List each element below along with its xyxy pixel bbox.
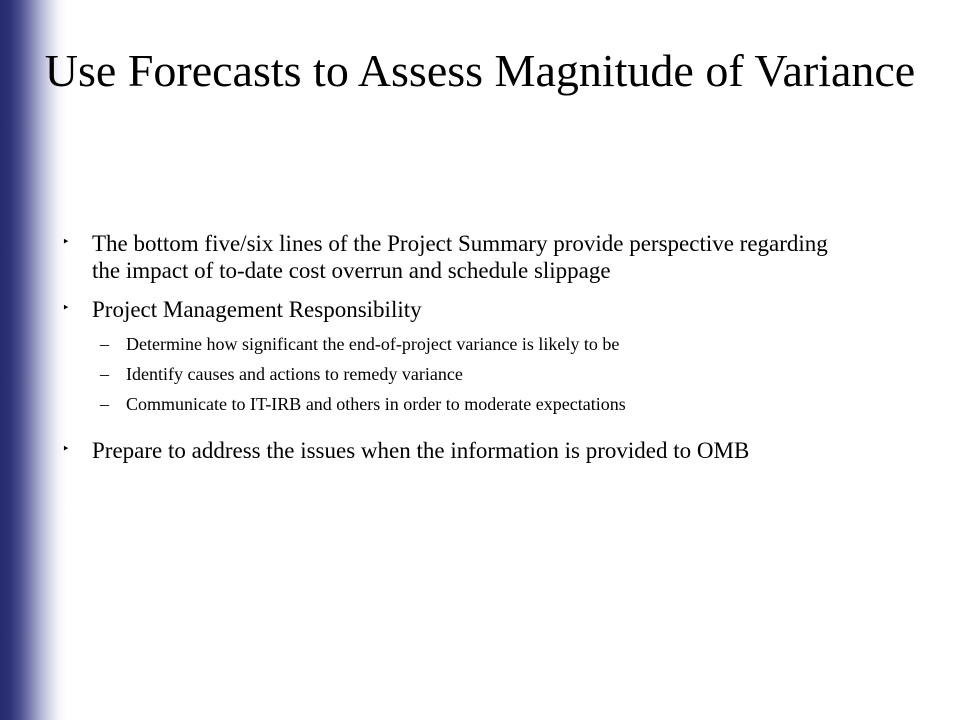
bullet-item: [0, 230, 848, 284]
bullet-marker-icon: ‣: [62, 234, 70, 249]
sub-bullet-text: Identify causes and actions to remedy variance: [126, 364, 463, 384]
bullet-item: [0, 296, 848, 415]
sub-bullet-item: [86, 333, 846, 355]
dash-marker: –: [100, 334, 109, 354]
bullet-marker-icon: ‣: [62, 441, 70, 456]
sub-bullet-item: [86, 363, 846, 385]
slide-title: Use Forecasts to Assess Magnitude of Variance: [44, 45, 916, 96]
bullet-text: The bottom five/six lines of the Project Summary provide perspective regarding the impact of to-date cost overrun and schedule slippage: [92, 231, 828, 283]
sub-bullet-list: [92, 333, 848, 415]
dash-marker: –: [100, 394, 109, 414]
bullet-marker-icon: ‣: [62, 300, 70, 315]
sub-bullet-text: Determine how significant the end-of-project variance is likely to be: [126, 334, 620, 354]
bullet-text: Project Management Responsibility: [92, 297, 422, 322]
sub-bullet-item: [86, 393, 846, 415]
bullet-text: Prepare to address the issues when the information is provided to OMB: [92, 438, 750, 463]
sub-bullet-text: Communicate to IT-IRB and others in order to moderate expectations: [126, 394, 626, 414]
bullet-list: [0, 230, 960, 464]
dash-marker: –: [100, 364, 109, 384]
bullet-item: [0, 437, 848, 464]
